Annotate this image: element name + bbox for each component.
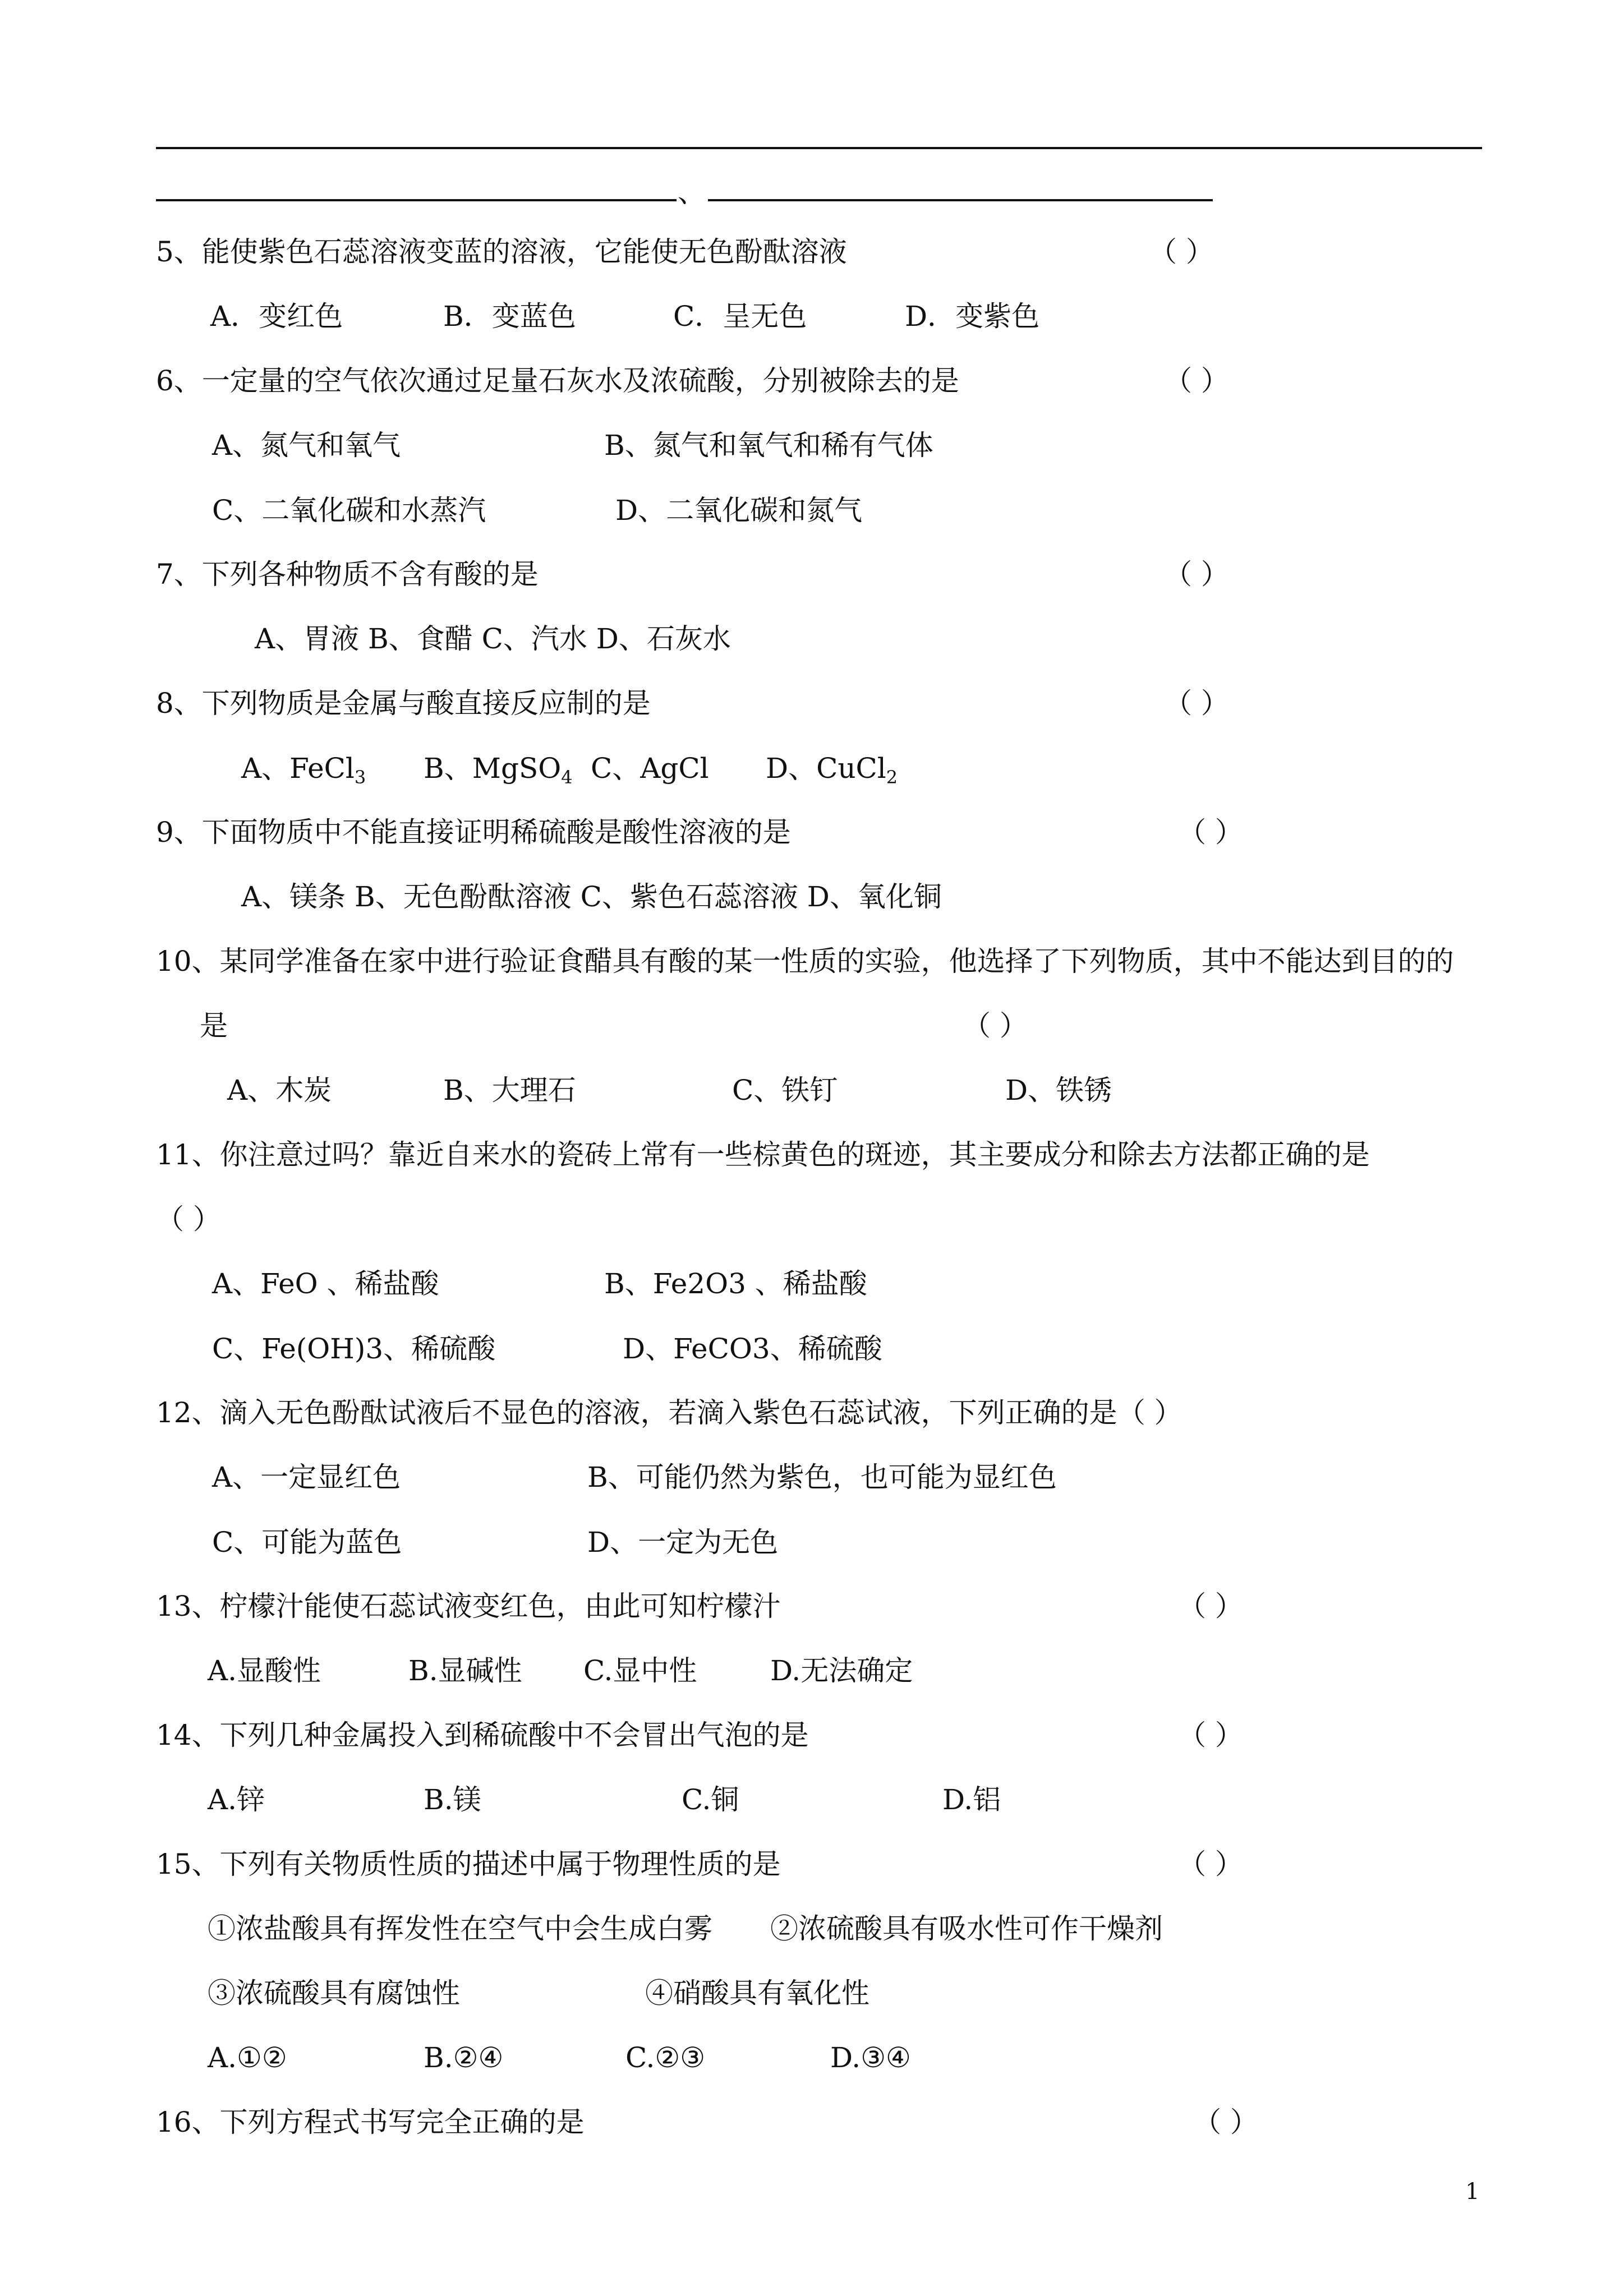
question-7-options: A、胃液 B、食醋 C、汽水 D、石灰水 [255, 623, 731, 655]
question-15-statement-2: ②浓硫酸具有吸水性可作干燥剂 [770, 1912, 1163, 1945]
question-8-stem: 8、下列物质是金属与酸直接反应制的是 [156, 687, 651, 720]
question-15-statement-1: ①浓盐酸具有挥发性在空气中会生成白雾 [208, 1912, 712, 1945]
question-10-option-d: D、铁锈 [1005, 1074, 1112, 1106]
question-15-option-d: D.③④ [830, 2041, 911, 2074]
question-15-option-c: C.②③ [625, 2041, 706, 2074]
answer-line-left [156, 199, 677, 201]
question-10-stem: 10、某同学准备在家中进行验证食醋具有酸的某一性质的实验，他选择了下列物质，其中不能达到目的的 [156, 945, 1454, 978]
question-13-option-d: D.无法确定 [770, 1654, 913, 1687]
question-6-answer-bracket: （ ） [1164, 365, 1229, 397]
question-5-option-c: C．呈无色 [673, 300, 807, 333]
question-8-answer-bracket: （ ） [1164, 687, 1229, 720]
question-15-answer-bracket: （ ） [1178, 1848, 1243, 1880]
question-5-answer-bracket: （ ） [1149, 236, 1214, 268]
question-14-option-d: D.铝 [942, 1783, 1001, 1816]
answer-line-right [708, 199, 1213, 201]
question-13-option-b: B.显碱性 [408, 1654, 522, 1687]
page-number: 1 [1465, 2179, 1480, 2205]
question-6-option-d: D、二氧化碳和氮气 [615, 494, 863, 527]
question-14-option-a: A.锌 [208, 1783, 265, 1816]
question-6-option-c: C、二氧化碳和水蒸汽 [212, 494, 486, 527]
question-8-option-a: A、FeCl$_3$ [241, 752, 366, 788]
question-8-option-d: D、CuCl$_2$ [766, 752, 898, 788]
question-5-option-a: A．变红色 [210, 300, 343, 333]
question-13-option-a: A.显酸性 [208, 1654, 321, 1687]
question-16-stem: 16、下列方程式书写完全正确的是 [156, 2106, 585, 2138]
question-6-option-a: A、氮气和氧气 [212, 429, 401, 462]
question-10-option-c: C、铁钉 [732, 1074, 838, 1106]
question-9-answer-bracket: （ ） [1178, 816, 1243, 849]
question-15-stem: 15、下列有关物质性质的描述中属于物理性质的是 [156, 1848, 781, 1880]
question-15-statement-3: ③浓硫酸具有腐蚀性 [208, 1977, 460, 2009]
question-12-option-d: D、一定为无色 [587, 1526, 779, 1559]
question-14-option-b: B.镁 [424, 1783, 481, 1816]
question-14-option-c: C.铜 [682, 1783, 739, 1816]
question-12-option-b: B、可能仍然为紫色，也可能为显红色 [587, 1461, 1057, 1493]
question-9-options: A、镁条 B、无色酚酞溶液 C、紫色石蕊溶液 D、氧化铜 [241, 880, 942, 913]
answer-line-separator: 、 [678, 176, 706, 209]
question-5-option-d: D．变紫色 [905, 300, 1040, 333]
question-11-option-a: A、FeO 、稀盐酸 [212, 1267, 439, 1300]
question-8-option-b: B、MgSO$_4$ [424, 752, 573, 788]
question-12-stem: 12、滴入无色酚酞试液后不显色的溶液，若滴入紫色石蕊试液，下列正确的是（ ） [156, 1396, 1183, 1429]
question-7-stem: 7、下列各种物质不含有酸的是 [156, 558, 539, 591]
question-15-option-b: B.②④ [424, 2041, 504, 2074]
question-5-stem: 5、能使紫色石蕊溶液变蓝的溶液，它能使无色酚酞溶液 [156, 236, 847, 268]
question-14-stem: 14、下列几种金属投入到稀硫酸中不会冒出气泡的是 [156, 1719, 809, 1751]
question-11-stem: 11、你注意过吗？靠近自来水的瓷砖上常有一些棕黄色的斑迹，其主要成分和除去方法都正确的是 [156, 1138, 1370, 1171]
question-8-option-c: C、AgCl [591, 752, 709, 785]
question-16-answer-bracket: （ ） [1193, 2106, 1258, 2138]
question-6-stem: 6、一定量的空气依次通过足量石灰水及浓硫酸，分别被除去的是 [156, 365, 959, 397]
question-9-stem: 9、下面物质中不能直接证明稀硫酸是酸性溶液的是 [156, 816, 791, 849]
question-14-answer-bracket: （ ） [1178, 1719, 1243, 1751]
question-11-answer-bracket: （ ） [156, 1203, 221, 1235]
question-11-option-c: C、Fe(OH)3、稀硫酸 [212, 1333, 496, 1365]
question-13-stem: 13、柠檬汁能使石蕊试液变红色，由此可知柠檬汁 [156, 1590, 781, 1622]
question-10-answer-bracket: （ ） [963, 1009, 1028, 1042]
question-11-option-b: B、Fe2O3 、稀盐酸 [604, 1267, 867, 1300]
question-10-option-a: A、木炭 [227, 1074, 332, 1106]
question-12-option-a: A、一定显红色 [212, 1461, 401, 1493]
question-10-option-b: B、大理石 [443, 1074, 576, 1106]
question-15-statement-4: ④硝酸具有氧化性 [645, 1977, 869, 2009]
question-10-stem-continued: 是 [200, 1009, 228, 1042]
question-15-option-a: A.①② [208, 2041, 287, 2074]
answer-line-full [156, 147, 1482, 149]
question-6-option-b: B、氮气和氧气和稀有气体 [604, 429, 933, 462]
question-13-answer-bracket: （ ） [1178, 1590, 1243, 1622]
question-7-answer-bracket: （ ） [1164, 558, 1229, 591]
question-13-option-c: C.显中性 [583, 1654, 697, 1687]
question-11-option-d: D、FeCO3、稀硫酸 [623, 1333, 882, 1365]
question-12-option-c: C、可能为蓝色 [212, 1526, 402, 1559]
question-5-option-b: B．变蓝色 [443, 300, 576, 333]
